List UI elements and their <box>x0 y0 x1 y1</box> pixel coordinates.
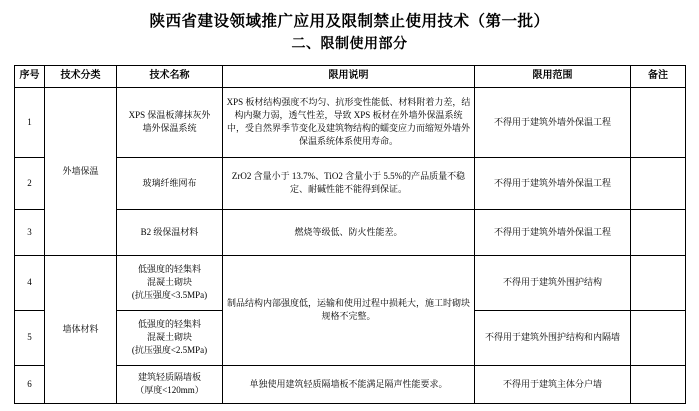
name-line: XPS 保温板薄抹灰外 <box>128 110 211 121</box>
name-line: 低强度的轻集料 <box>137 319 201 330</box>
cell-no: 2 <box>15 157 45 209</box>
cell-no: 4 <box>15 255 45 310</box>
cell-scope: 不得用于建筑外墙外保温工程 <box>475 209 631 255</box>
table-row <box>15 255 686 310</box>
cell-category-exterior-insulation: 外墙保温 <box>45 87 117 255</box>
name-line: 低强度的轻集料 <box>137 264 201 275</box>
cell-description: XPS 板材结构强度不均匀、抗形变性能低、材料附着力差，结构内聚力弱，透气性差，导致 XPS 板材在外墙外保温系统中，受自然界季节变化及建筑物结构的蠕变应力而缩短外墙外保温系统体系使用寿命。 <box>223 87 475 157</box>
cell-note <box>631 310 686 365</box>
restricted-technologies-table <box>14 65 686 404</box>
cell-name <box>117 310 223 365</box>
cell-note <box>631 157 686 209</box>
name-line: （厚度<120mm） <box>135 385 204 396</box>
name-line: B2 级保温材料 <box>140 226 199 237</box>
column-header-description: 限用说明 <box>223 65 475 87</box>
column-header-category: 技术分类 <box>45 65 117 87</box>
cell-description: 单独使用建筑轻质隔墙板不能满足隔声性能要求。 <box>223 365 475 403</box>
cell-category-wall-material: 墙体材料 <box>45 255 117 403</box>
cell-description: 制品结构内部强度低，运输和使用过程中损耗大，施工时砌块规格不完整。 <box>223 255 475 365</box>
column-header-note: 备注 <box>631 65 686 87</box>
name-line: 建筑轻质隔墙板 <box>137 372 201 383</box>
cell-name <box>117 255 223 310</box>
column-header-scope: 限用范围 <box>475 65 631 87</box>
cell-name <box>117 209 223 255</box>
cell-no: 5 <box>15 310 45 365</box>
name-line: (抗压强度<2.5MPa) <box>131 345 208 356</box>
cell-note <box>631 87 686 157</box>
cell-note <box>631 209 686 255</box>
name-line: 混凝土砌块 <box>146 332 192 343</box>
column-header-name: 技术名称 <box>117 65 223 87</box>
column-header-no: 序号 <box>15 65 45 87</box>
name-line: (抗压强度<3.5MPa) <box>131 290 208 301</box>
table-header-row <box>15 65 686 87</box>
title-block <box>14 0 685 57</box>
cell-name <box>117 157 223 209</box>
cell-scope: 不得用于建筑外围护结构和内隔墙 <box>475 310 631 365</box>
cell-no: 6 <box>15 365 45 403</box>
cell-scope: 不得用于建筑外围护结构 <box>475 255 631 310</box>
cell-scope: 不得用于建筑外墙外保温工程 <box>475 87 631 157</box>
table-row <box>15 87 686 157</box>
cell-name <box>117 87 223 157</box>
name-line: 玻璃纤维网布 <box>142 177 197 188</box>
cell-note <box>631 365 686 403</box>
page-title: 陕西省建设领域推广应用及限制禁止使用技术（第一批） <box>149 13 550 30</box>
cell-scope: 不得用于建筑外墙外保温工程 <box>475 157 631 209</box>
cell-name <box>117 365 223 403</box>
name-line: 混凝土砌块 <box>146 277 192 288</box>
cell-no: 3 <box>15 209 45 255</box>
cell-note <box>631 255 686 310</box>
cell-description: 燃烧等级低、防火性能差。 <box>223 209 475 255</box>
cell-description: ZrO2 含量小于 13.7%、TiO2 含量小于 5.5%的产品质量不稳定、耐碱性能不能得到保证。 <box>223 157 475 209</box>
name-line: 墙外保温系统 <box>142 123 197 134</box>
cell-no: 1 <box>15 87 45 157</box>
cell-scope: 不得用于建筑主体分户墙 <box>475 365 631 403</box>
page-subtitle: 二、限制使用部分 <box>291 37 408 53</box>
